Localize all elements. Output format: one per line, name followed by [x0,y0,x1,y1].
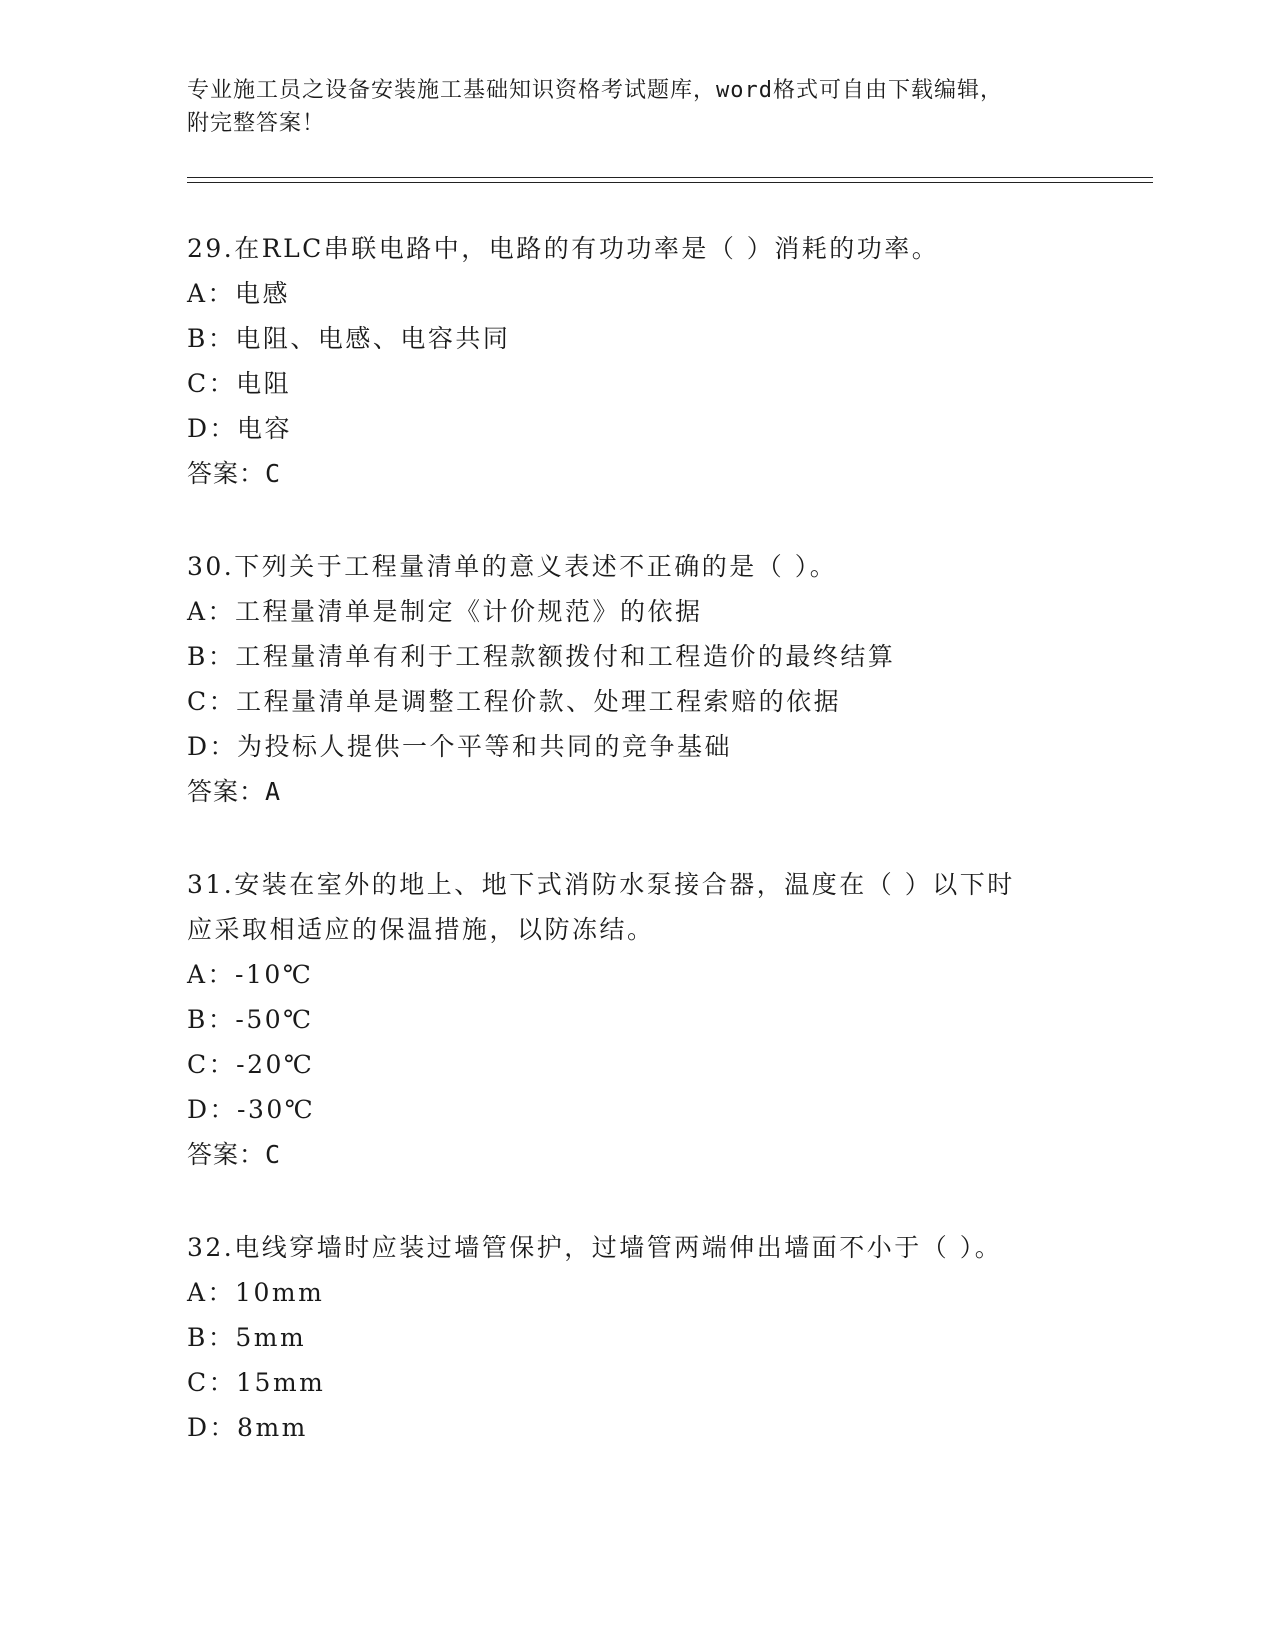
question-stem: 29.在RLC串联电路中，电路的有功功率是（ ）消耗的功率。 [187,234,940,263]
option-a: A：工程量清单是制定《计价规范》的依据 [187,597,703,626]
option-b: B：电阻、电感、电容共同 [187,324,511,353]
question-29 [187,226,1087,496]
option-d: D：-30℃ [187,1095,316,1124]
document-header [187,74,1087,140]
option-a: A：-10℃ [187,960,314,989]
question-stem-line-2: 应采取相适应的保温措施，以防冻结。 [187,915,655,944]
question-30 [187,544,1087,814]
option-b: B：工程量清单有利于工程款额拨付和工程造价的最终结算 [187,642,896,671]
header-divider-top [187,177,1153,178]
option-b: B：5mm [187,1323,307,1352]
answer: 答案：C [187,459,282,488]
option-d: D：为投标人提供一个平等和共同的竞争基础 [187,732,733,761]
option-d: D：电容 [187,414,293,443]
option-c: C：15mm [187,1368,326,1397]
option-a: A：电感 [187,279,291,308]
question-stem: 32.电线穿墙时应装过墙管保护，过墙管两端伸出墙面不小于（ ）。 [187,1233,1003,1262]
answer: 答案：A [187,777,282,806]
option-c: C：-20℃ [187,1050,315,1079]
answer: 答案：C [187,1140,282,1169]
question-32 [187,1225,1087,1450]
option-d: D：8mm [187,1413,308,1442]
question-31 [187,862,1087,1177]
option-c: C：工程量清单是调整工程价款、处理工程索赔的依据 [187,687,842,716]
option-a: A：10mm [187,1278,325,1307]
option-c: C：电阻 [187,369,292,398]
header-line-1: 专业施工员之设备安装施工基础知识资格考试题库，word格式可自由下载编辑， [187,78,1003,103]
option-b: B：-50℃ [187,1005,314,1034]
header-divider-bottom [187,182,1153,183]
header-line-2: 附完整答案！ [187,111,326,136]
question-stem: 30.下列关于工程量清单的意义表述不正确的是（ ）。 [187,552,838,581]
question-stem-line-1: 31.安装在室外的地上、地下式消防水泵接合器，温度在（ ）以下时 [187,870,1015,899]
